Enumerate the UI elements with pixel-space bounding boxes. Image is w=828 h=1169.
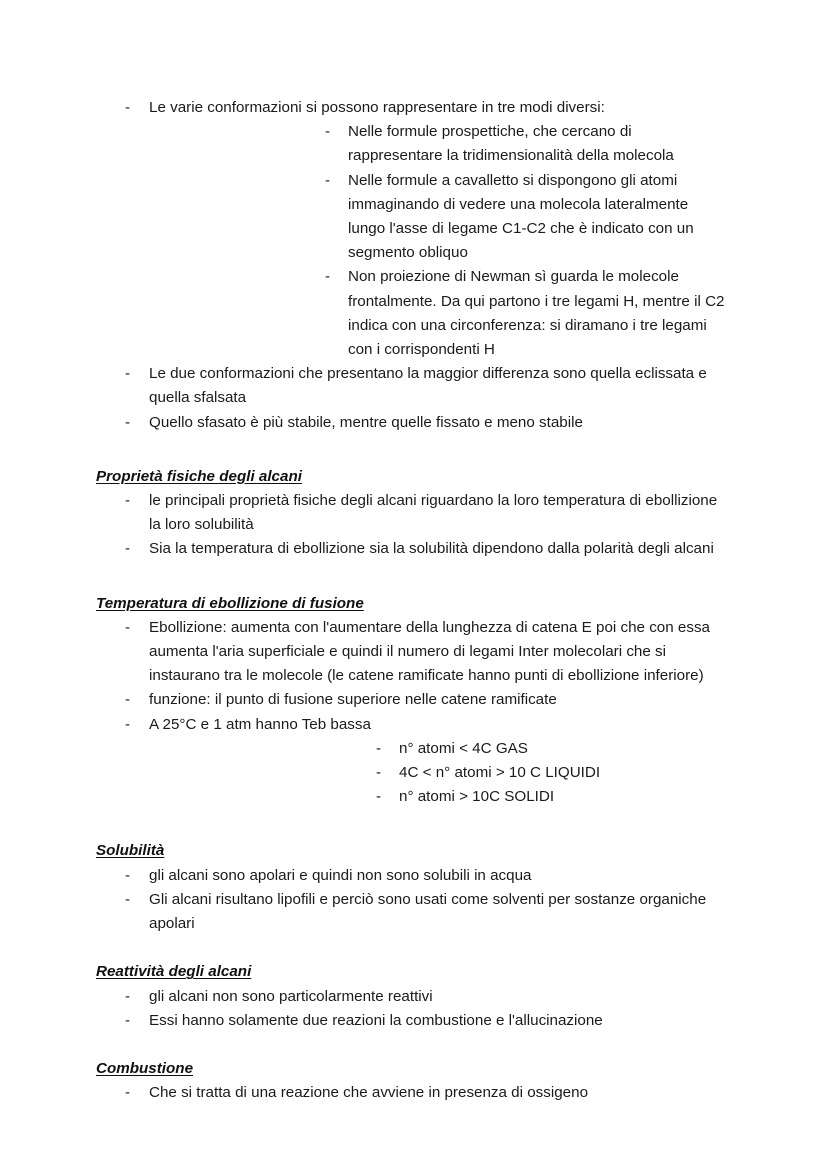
section-spacer (96, 562, 728, 592)
section-heading-proprieta-fisiche: Proprietà fisiche degli alcani (96, 467, 302, 485)
bullet-dash: - (125, 1084, 131, 1102)
bullet-dash: - (376, 739, 382, 757)
list-item-text: Essi hanno solamente due reazioni la combustione e l'allucinazione (149, 1011, 603, 1029)
bullet-dash: - (125, 987, 131, 1005)
list-item (96, 489, 728, 537)
list-item (96, 616, 728, 689)
list-item (96, 688, 728, 712)
list-item-text: n° atomi > 10C SOLIDI (399, 788, 555, 806)
bullet-dash: - (376, 764, 382, 782)
temperatura-list (96, 616, 728, 737)
list-item (96, 169, 728, 266)
list-item-text: Sia la temperatura di ebollizione sia la solubilità dipendono dalla polarità degli alcani (149, 540, 714, 558)
bullet-dash: - (125, 715, 131, 733)
intro-sub-list (96, 120, 728, 362)
list-item-text: Le due conformazioni che presentano la maggior differenza sono quella eclissata e quella sfalsata (149, 365, 707, 407)
list-item-text: Ebollizione: aumenta con l'aumentare della lunghezza di catena E poi che con essa aumenta l'aria superficiale e quindi il numero di legami Inter molecolari che si instaurano tra le molecole (le catene ramificate hanno punti di ebollizione inferiore) (149, 618, 710, 685)
list-item-text: n° atomi < 4C GAS (399, 739, 528, 757)
list-item-text: 4C < n° atomi > 10 C LIQUIDI (399, 764, 601, 782)
list-item-text: le principali proprietà fisiche degli alcani riguardano la loro temperatura di ebollizione la loro solubilità (149, 492, 718, 534)
reattivita-list (96, 985, 728, 1033)
list-item-text: funzione: il punto di fusione superiore nelle catene ramificate (149, 691, 557, 709)
section-spacer (96, 936, 728, 960)
list-item (96, 1081, 728, 1105)
bullet-dash: - (125, 540, 131, 558)
list-item (96, 120, 728, 168)
list-item-text: Quello sfasato è più stabile, mentre quelle fissato e meno stabile (149, 413, 583, 431)
list-item-text: gli alcani non sono particolarmente reattivi (149, 987, 433, 1005)
bullet-dash: - (325, 123, 331, 141)
bullet-dash: - (325, 268, 331, 286)
list-item (96, 761, 728, 785)
list-item-text: Nelle formule prospettiche, che cercano di rappresentare la tridimensionalità della molecola (348, 123, 674, 165)
list-item (96, 362, 728, 410)
section-heading-temperatura: Temperatura di ebollizione di fusione (96, 594, 364, 612)
section-spacer (96, 809, 728, 839)
list-item (96, 537, 728, 561)
list-item-text: A 25°C e 1 atm hanno Teb bassa (149, 715, 371, 733)
list-item (96, 985, 728, 1009)
combustione-list (96, 1081, 728, 1105)
list-item-text: gli alcani sono apolari e quindi non sono solubili in acqua (149, 866, 532, 884)
solubilita-list (96, 864, 728, 937)
list-item-text: Le varie conformazioni si possono rappresentare in tre modi diversi: (149, 99, 605, 116)
bullet-dash: - (125, 691, 131, 709)
bullet-dash: - (125, 99, 131, 116)
section-spacer (96, 1033, 728, 1057)
section-heading-reattivita: Reattività degli alcani (96, 963, 252, 981)
bullet-dash: - (376, 788, 382, 806)
bullet-dash: - (325, 171, 331, 189)
list-item-text: Che si tratta di una reazione che avviene in presenza di ossigeno (149, 1084, 589, 1102)
bullet-dash: - (125, 866, 131, 884)
bullet-dash: - (125, 890, 131, 908)
section-heading-combustione: Combustione (96, 1059, 194, 1077)
list-item (96, 411, 728, 435)
list-item (96, 888, 728, 936)
list-item (96, 1009, 728, 1033)
section-spacer (96, 435, 728, 465)
bullet-dash: - (125, 413, 131, 431)
list-item (96, 864, 728, 888)
proprieta-fisiche-list (96, 489, 728, 562)
list-item-text: Gli alcani risultano lipofili e perciò sono usati come solventi per sostanze organiche apolari (149, 890, 707, 933)
list-item (96, 713, 728, 737)
intro-list (96, 96, 728, 120)
list-item (96, 265, 728, 362)
list-item-text: Non proiezione di Newman sì guarda le molecole frontalmente. Da qui partono i tre legami H, mentre il C2 indica con una circonferenza: si diramano i tre legami con i corrispondenti H (348, 268, 725, 359)
bullet-dash: - (125, 365, 131, 383)
intro-after-list (96, 362, 728, 435)
section-heading-solubilita: Solubilità (96, 842, 165, 860)
list-item-text: Nelle formule a cavalletto si dispongono gli atomi immaginando di vedere una molecola lateralmente lungo l'asse di legame C1-C2 che è indicato con un segmento obliquo (348, 171, 694, 262)
list-item (96, 96, 728, 120)
list-item (96, 785, 728, 809)
temperatura-states-list (96, 737, 728, 810)
bullet-dash: - (125, 1011, 131, 1029)
list-item (96, 737, 728, 761)
bullet-dash: - (125, 618, 131, 636)
bullet-dash: - (125, 492, 131, 510)
